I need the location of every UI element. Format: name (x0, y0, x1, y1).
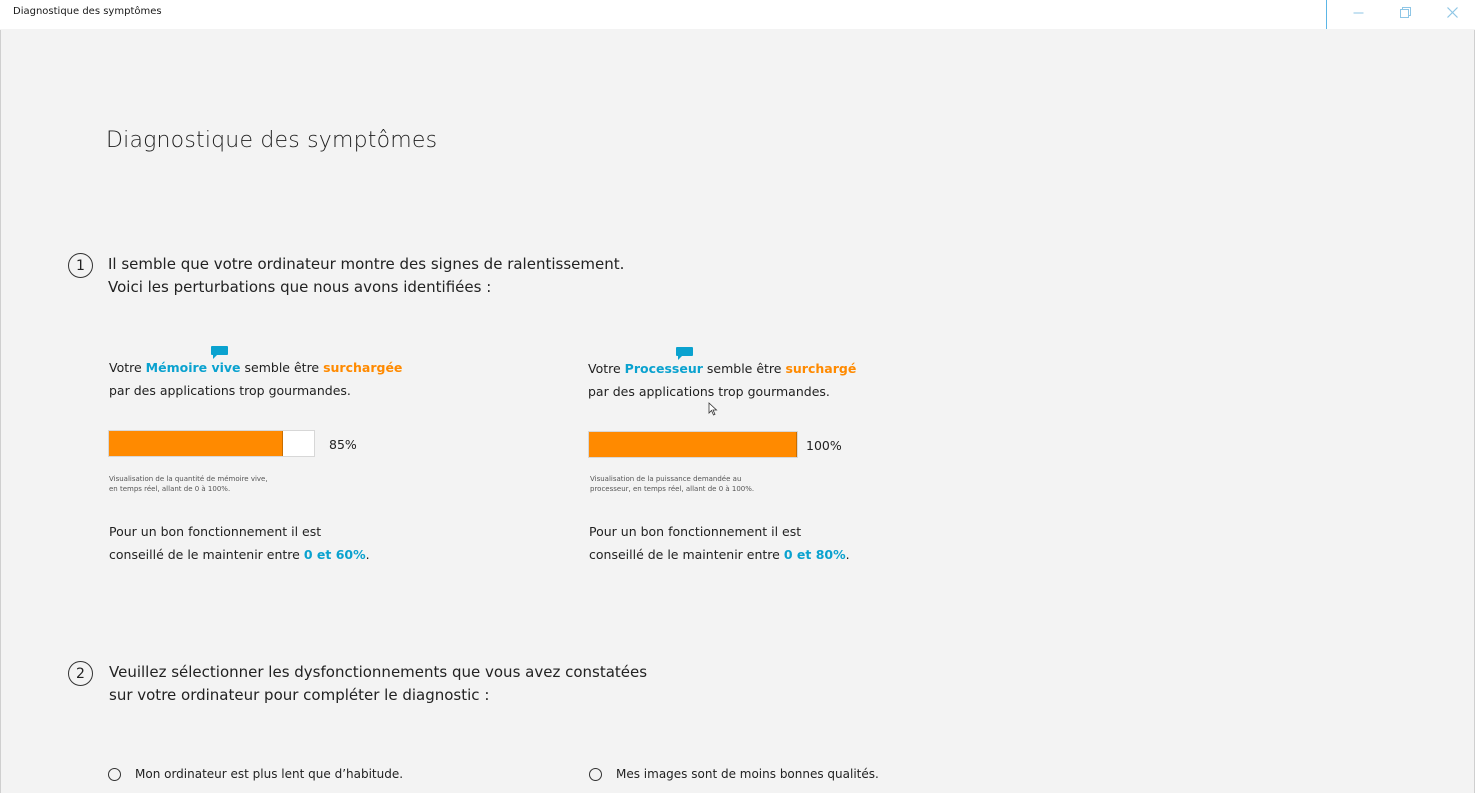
title-bar (0, 0, 1475, 30)
comment-icon[interactable] (676, 347, 693, 356)
memory-progress-fill (109, 431, 283, 456)
memory-advice (109, 520, 370, 566)
memory-advice-range: 0 et 60% (303, 547, 366, 562)
processor-name-wrap (625, 357, 703, 380)
processor-advice-line-1: Pour un bon fonctionnement il est (589, 524, 802, 539)
step-2-line-1: Veuillez sélectionner les dysfonctionnements que vous avez constatées (109, 663, 648, 681)
window-controls (1327, 0, 1475, 29)
option-label: Mes images sont de moins bonnes qualités. (616, 767, 879, 781)
processor-metric (588, 357, 968, 403)
processor-name[interactable]: Processeur (624, 361, 703, 376)
memory-progress-bar (108, 430, 315, 457)
memory-advice-suffix: . (365, 547, 370, 562)
processor-progress-bar (588, 431, 798, 458)
processor-caption-line-2: processeur, en temps réel, allant de 0 à 100%. (590, 485, 755, 493)
step-2-text (109, 661, 647, 707)
processor-headline (588, 357, 968, 380)
memory-status: surchargée (323, 360, 403, 375)
memory-caption-line-1: Visualisation de la quantité de mémoire vive, (109, 475, 268, 483)
window-tab[interactable]: Diagnostique des symptômes (0, 0, 164, 29)
radio-button[interactable] (108, 768, 121, 781)
step-2-line-2: sur votre ordinateur pour compléter le diagnostic : (109, 686, 490, 704)
memory-caption (109, 474, 268, 494)
restore-icon (1400, 7, 1411, 18)
processor-caption (590, 474, 754, 494)
memory-headline (109, 356, 489, 379)
restore-button[interactable] (1382, 0, 1428, 24)
minimize-button[interactable] (1335, 0, 1381, 24)
step-1-number: 1 (68, 253, 93, 278)
memory-name-wrap (146, 356, 241, 379)
processor-advice-range: 0 et 80% (783, 547, 846, 562)
memory-advice-prefix: conseillé de le maintenir entre (109, 547, 304, 562)
memory-metric (109, 356, 489, 402)
close-button[interactable] (1429, 0, 1475, 24)
mouse-cursor-icon (708, 402, 718, 416)
processor-advice-line-2 (589, 543, 850, 566)
step-1-line-2: Voici les perturbations que nous avons identifiées : (108, 278, 492, 296)
processor-caption-line-1: Visualisation de la puissance demandée au (590, 475, 742, 483)
memory-advice-line-2 (109, 543, 370, 566)
processor-middle: semble être (702, 361, 786, 376)
minimize-icon (1353, 7, 1364, 18)
processor-prefix: Votre (588, 361, 625, 376)
memory-prefix: Votre (109, 360, 146, 375)
processor-status: surchargé (785, 361, 857, 376)
memory-percent: 85% (329, 437, 357, 452)
memory-advice-line-1: Pour un bon fonctionnement il est (109, 524, 322, 539)
step-1-text (108, 253, 624, 299)
memory-middle: semble être (240, 360, 324, 375)
comment-icon[interactable] (211, 346, 228, 355)
memory-name[interactable]: Mémoire vive (145, 360, 241, 375)
memory-caption-line-2: en temps réel, allant de 0 à 100%. (109, 485, 231, 493)
step-1-line-1: Il semble que votre ordinateur montre des signes de ralentissement. (108, 255, 625, 273)
option-label: Mon ordinateur est plus lent que d’habitude. (135, 767, 404, 781)
window-left-border (0, 30, 1, 793)
processor-progress-fill (589, 432, 797, 457)
option-slow-computer[interactable] (108, 767, 403, 781)
title-bar-fill (164, 0, 1326, 29)
processor-line-2: par des applications trop gourmandes. (588, 384, 830, 399)
page-title: Diagnostique des symptômes (106, 128, 438, 153)
processor-advice-suffix: . (845, 547, 850, 562)
processor-advice-prefix: conseillé de le maintenir entre (589, 547, 784, 562)
radio-button[interactable] (589, 768, 602, 781)
step-2-number: 2 (68, 661, 93, 686)
close-icon (1447, 7, 1458, 18)
option-image-quality[interactable] (589, 767, 879, 781)
processor-percent: 100% (806, 438, 842, 453)
memory-line-2: par des applications trop gourmandes. (109, 383, 351, 398)
processor-advice (589, 520, 850, 566)
